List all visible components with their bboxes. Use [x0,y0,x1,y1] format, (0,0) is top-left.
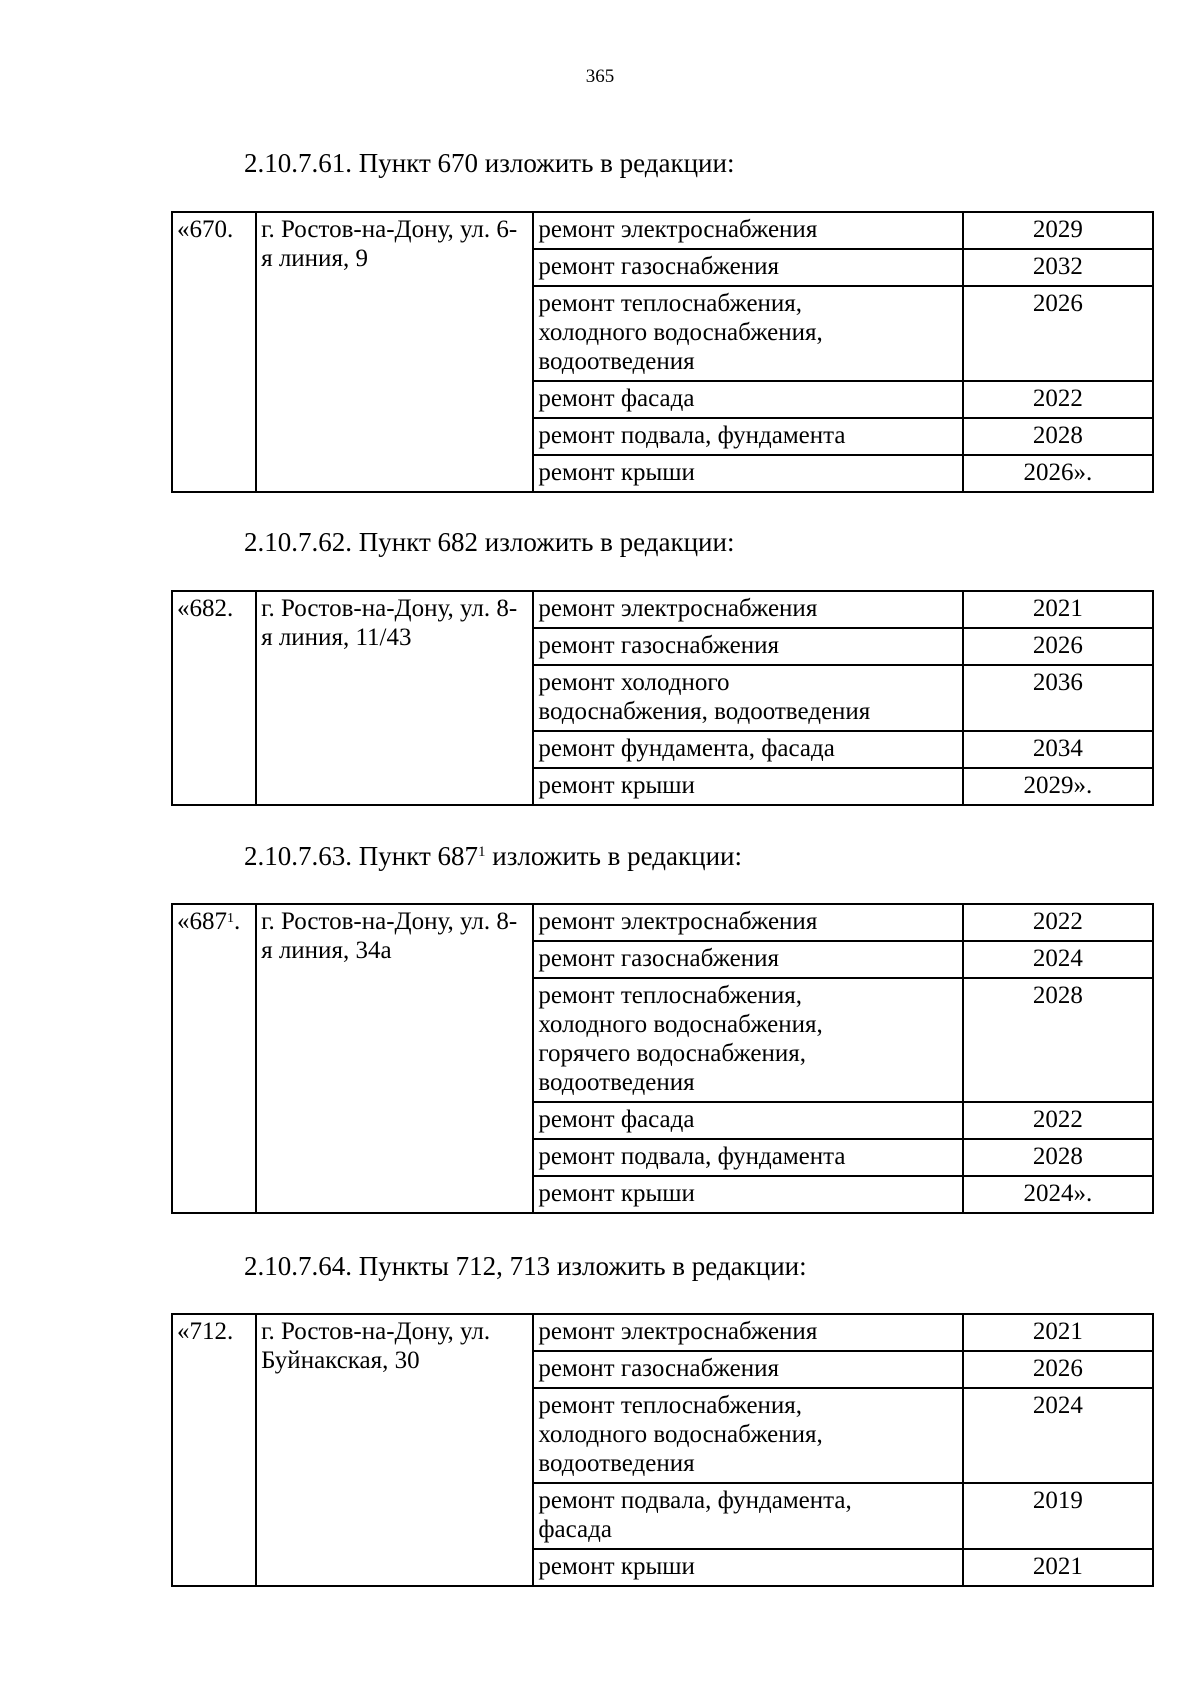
instruction-4: 2.10.7.64. Пункты 712, 713 изложить в редакции: [244,1251,807,1281]
work-year: 2028 [963,418,1153,455]
work-year: 2026». [963,455,1153,492]
work-type: ремонт фундамента, фасада [533,731,962,768]
page-number: 365 [585,66,615,87]
table-row [172,1314,1153,1351]
entry-number: «670. [172,212,256,492]
work-year: 2024 [963,1388,1153,1483]
work-type: ремонт подвала, фундамента [533,1139,962,1176]
work-year: 2032 [963,249,1153,286]
work-year: 2034 [963,731,1153,768]
work-year: 2021 [963,591,1153,628]
work-type: ремонт теплоснабжения, холодного водоснабжения, водоотведения [533,286,962,381]
entry-table-712 [171,1313,1154,1587]
work-type: ремонт крыши [533,455,962,492]
instruction-3: 2.10.7.63. Пункт $687^1$ изложить в редакции: [244,841,742,871]
entry-address: г. Ростов-на-Дону, ул. Буйнакская, 30 [256,1314,533,1586]
work-year: 2029 [963,212,1153,249]
work-year: 2024». [963,1176,1153,1213]
work-type: ремонт электроснабжения [533,212,962,249]
work-type: ремонт газоснабжения [533,941,962,978]
work-type: ремонт фасада [533,381,962,418]
work-type: ремонт крыши [533,768,962,805]
work-type: ремонт крыши [533,1549,962,1586]
work-type: ремонт фасада [533,1102,962,1139]
work-year: 2026 [963,286,1153,381]
work-year: 2022 [963,904,1153,941]
work-type: ремонт электроснабжения [533,1314,962,1351]
work-year: 2021 [963,1549,1153,1586]
entry-number: «712. [172,1314,256,1586]
entry-table-682 [171,590,1154,806]
table-row [172,212,1153,249]
work-type: ремонт подвала, фундамента, фасада [533,1483,962,1549]
entry-number: «$687^1$. [172,904,256,1213]
entry-address: г. Ростов-на-Дону, ул. 8-я линия, 11/43 [256,591,533,805]
instruction-2: 2.10.7.62. Пункт 682 изложить в редакции: [244,527,735,557]
work-year: 2028 [963,1139,1153,1176]
work-type: ремонт электроснабжения [533,591,962,628]
entry-table-687-1 [171,903,1154,1214]
work-type: ремонт теплоснабжения, холодного водоснабжения, водоотведения [533,1388,962,1483]
work-type: ремонт теплоснабжения, холодного водоснабжения, горячего водоснабжения, водоотведения [533,978,962,1102]
work-year: 2024 [963,941,1153,978]
work-year: 2022 [963,1102,1153,1139]
work-type: ремонт газоснабжения [533,628,962,665]
work-type: ремонт подвала, фундамента [533,418,962,455]
entry-table-670 [171,211,1154,493]
work-type: ремонт электроснабжения [533,904,962,941]
table-row [172,904,1153,941]
table-row [172,591,1153,628]
work-type: ремонт газоснабжения [533,249,962,286]
instruction-1: 2.10.7.61. Пункт 670 изложить в редакции: [244,148,735,178]
work-type: ремонт газоснабжения [533,1351,962,1388]
entry-number: «682. [172,591,256,805]
work-year: 2022 [963,381,1153,418]
work-year: 2021 [963,1314,1153,1351]
work-year: 2026 [963,1351,1153,1388]
work-year: 2026 [963,628,1153,665]
work-type: ремонт холодного водоснабжения, водоотведения [533,665,962,731]
work-type: ремонт крыши [533,1176,962,1213]
work-year: 2029». [963,768,1153,805]
work-year: 2036 [963,665,1153,731]
work-year: 2019 [963,1483,1153,1549]
entry-address: г. Ростов-на-Дону, ул. 8-я линия, 34а [256,904,533,1213]
work-year: 2028 [963,978,1153,1102]
entry-address: г. Ростов-на-Дону, ул. 6-я линия, 9 [256,212,533,492]
